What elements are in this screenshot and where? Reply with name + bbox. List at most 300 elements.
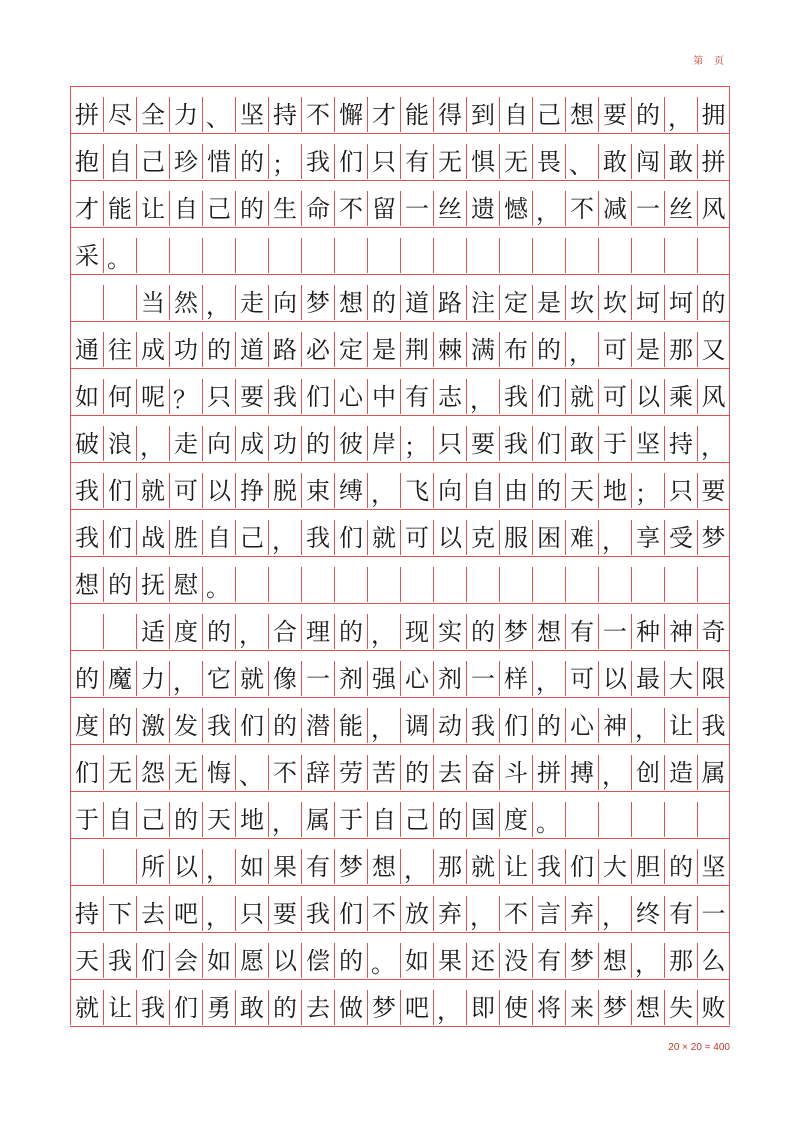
grid-cell: 度: [70, 708, 103, 743]
grid-cell: 有: [400, 144, 433, 179]
grid-cell: 让: [499, 849, 532, 884]
grid-cell: 留: [367, 191, 400, 226]
grid-cell: 道: [400, 285, 433, 320]
grid-cell: 最: [631, 661, 664, 696]
grid-cell: 自: [499, 97, 532, 132]
grid-cell: [466, 567, 499, 602]
grid-row: [70, 227, 730, 274]
grid-cell: 苦: [367, 755, 400, 790]
grid-cell: 如: [70, 379, 103, 414]
grid-cell: 做: [334, 990, 367, 1025]
grid-cell: 力: [169, 97, 202, 132]
grid-cell: 。: [532, 802, 565, 837]
grid-cell: 要: [268, 896, 301, 931]
grid-cell: 只: [433, 426, 466, 461]
grid-cell: ，: [631, 943, 664, 978]
grid-cell: 我: [532, 849, 565, 884]
grid-cell: 度: [169, 614, 202, 649]
grid-cell: 岸: [367, 426, 400, 461]
grid-cell: 梦: [565, 943, 598, 978]
grid-cell: 的: [466, 614, 499, 649]
grid-cell: ，: [367, 708, 400, 743]
grid-row: [70, 556, 730, 603]
grid-cell: 们: [532, 426, 565, 461]
grid-cell: 自: [202, 520, 235, 555]
grid-cell: 想: [631, 990, 664, 1025]
grid-cell: ；: [268, 144, 301, 179]
grid-cell: 以: [598, 661, 631, 696]
grid-cell: 奋: [466, 755, 499, 790]
grid-cell: 属: [301, 802, 334, 837]
grid-cell: 我: [136, 990, 169, 1025]
grid-cell: 的: [103, 708, 136, 743]
grid-cell: 呢: [136, 379, 169, 414]
grid-cell: 创: [631, 755, 664, 790]
grid-cell: 于: [334, 802, 367, 837]
grid-cell: [367, 567, 400, 602]
grid-cell: 想: [598, 943, 631, 978]
grid-cell: 动: [433, 708, 466, 743]
grid-cell: 还: [466, 943, 499, 978]
grid-cell: [268, 238, 301, 273]
grid-cell: 坚: [631, 426, 664, 461]
grid-cell: 布: [499, 332, 532, 367]
grid-cell: 己: [136, 802, 169, 837]
grid-cell: 战: [136, 520, 169, 555]
grid-cell: 敢: [598, 144, 631, 179]
grid-cell: 通: [70, 332, 103, 367]
grid-cell: [664, 238, 697, 273]
grid-cell: [235, 238, 268, 273]
grid-cell: [631, 802, 664, 837]
grid-cell: 剂: [334, 661, 367, 696]
grid-cell: ，: [466, 896, 499, 931]
grid-cell: 、: [235, 755, 268, 790]
grid-cell: 不: [268, 755, 301, 790]
grid-cell: [598, 238, 631, 273]
grid-cell: 功: [268, 426, 301, 461]
grid-cell: 拼: [532, 755, 565, 790]
grid-cell: 我: [70, 520, 103, 555]
grid-cell: 持: [664, 426, 697, 461]
grid-cell: 惧: [466, 144, 499, 179]
grid-cell: [400, 567, 433, 602]
grid-cell: 的: [664, 849, 697, 884]
grid-cell: 困: [532, 520, 565, 555]
grid-cell: 坎: [565, 285, 598, 320]
grid-cell: 们: [301, 379, 334, 414]
grid-cell: 满: [466, 332, 499, 367]
grid-cell: 一: [466, 661, 499, 696]
grid-cell: ，: [235, 614, 268, 649]
grid-cell: 终: [631, 896, 664, 931]
grid-cell: 大: [598, 849, 631, 884]
grid-cell: 的: [334, 614, 367, 649]
grid-cell: 天: [202, 802, 235, 837]
grid-cell: 梦: [367, 990, 400, 1025]
grid-cell: 所: [136, 849, 169, 884]
grid-cell: 服: [499, 520, 532, 555]
grid-cell: 度: [499, 802, 532, 837]
grid-cell: 向: [268, 285, 301, 320]
grid-cell: 我: [499, 379, 532, 414]
grid-cell: 那: [433, 849, 466, 884]
grid-cell: 无: [433, 144, 466, 179]
grid-cell: [103, 849, 136, 884]
grid-cell: 是: [631, 332, 664, 367]
grid-row: [70, 744, 730, 791]
grid-bottom-line: [70, 1026, 730, 1027]
grid-cell: 理: [301, 614, 334, 649]
grid-cell: 抱: [70, 144, 103, 179]
grid-cell: 才: [367, 97, 400, 132]
grid-cell: 可: [598, 379, 631, 414]
grid-cell: 己: [136, 144, 169, 179]
grid-cell: 的: [268, 990, 301, 1025]
grid-cell: 即: [466, 990, 499, 1025]
grid-cell: 没: [499, 943, 532, 978]
grid-cell: 可: [169, 473, 202, 508]
grid-row: [70, 932, 730, 979]
grid-cell: 的: [400, 755, 433, 790]
grid-cell: 当: [136, 285, 169, 320]
grid-cell: 己: [202, 191, 235, 226]
grid-cell: 的: [103, 567, 136, 602]
grid-cell: 挣: [235, 473, 268, 508]
grid-cell: 闯: [631, 144, 664, 179]
grid-cell: 们: [70, 755, 103, 790]
grid-cell: ，: [466, 379, 499, 414]
grid-row: [70, 86, 730, 133]
grid-cell: 。: [202, 567, 235, 602]
grid-cell: 限: [697, 661, 730, 696]
grid-cell: 成: [235, 426, 268, 461]
grid-cell: 乘: [664, 379, 697, 414]
grid-cell: 败: [697, 990, 730, 1025]
grid-cell: 飞: [400, 473, 433, 508]
grid-cell: [565, 802, 598, 837]
grid-cell: 有: [565, 614, 598, 649]
grid-cell: 风: [697, 191, 730, 226]
grid-cell: 神: [598, 708, 631, 743]
grid-cell: ，: [367, 473, 400, 508]
grid-cell: 志: [433, 379, 466, 414]
grid-row: [70, 697, 730, 744]
grid-cell: 发: [169, 708, 202, 743]
grid-cell: 我: [268, 379, 301, 414]
grid-cell: 抚: [136, 567, 169, 602]
grid-cell: 不: [367, 896, 400, 931]
grid-cell: 们: [334, 896, 367, 931]
grid-cell: 懈: [334, 97, 367, 132]
grid-cell: 们: [565, 849, 598, 884]
grid-cell: 坚: [235, 97, 268, 132]
grid-cell: 天: [70, 943, 103, 978]
grid-cell: 们: [532, 379, 565, 414]
grid-cell: [202, 238, 235, 273]
grid-cell: 有: [301, 849, 334, 884]
grid-cell: 属: [697, 755, 730, 790]
grid-cell: 坚: [697, 849, 730, 884]
grid-cell: ，: [136, 426, 169, 461]
grid-cell: [334, 238, 367, 273]
grid-cell: 自: [103, 802, 136, 837]
grid-cell: 向: [202, 426, 235, 461]
grid-cell: 就: [565, 379, 598, 414]
grid-cell: 荆: [400, 332, 433, 367]
grid-cell: 力: [136, 661, 169, 696]
grid-cell: 一: [631, 191, 664, 226]
grid-cell: 是: [367, 332, 400, 367]
grid-cell: [235, 567, 268, 602]
grid-cell: 梦: [697, 520, 730, 555]
grid-cell: 来: [565, 990, 598, 1025]
grid-cell: 们: [103, 473, 136, 508]
grid-cell: 么: [697, 943, 730, 978]
grid-row: [70, 509, 730, 556]
grid-cell: ，: [169, 661, 202, 696]
grid-cell: [301, 238, 334, 273]
grid-cell: 珍: [169, 144, 202, 179]
grid-cell: 我: [697, 708, 730, 743]
grid-cell: 的: [301, 426, 334, 461]
grid-cell: 天: [565, 473, 598, 508]
grid-row: [70, 321, 730, 368]
grid-cell: 受: [664, 520, 697, 555]
grid-cell: 路: [268, 332, 301, 367]
grid-cell: 实: [433, 614, 466, 649]
grid-cell: [664, 567, 697, 602]
grid-cell: ，: [532, 661, 565, 696]
grid-cell: 。: [103, 238, 136, 273]
grid-cell: [433, 567, 466, 602]
grid-cell: 搏: [565, 755, 598, 790]
grid-cell: 生: [268, 191, 301, 226]
grid-cell: 它: [202, 661, 235, 696]
grid-cell: 如: [235, 849, 268, 884]
grid-cell: 、: [565, 144, 598, 179]
grid-cell: 梦: [334, 849, 367, 884]
grid-cell: 己: [400, 802, 433, 837]
grid-cell: [697, 238, 730, 273]
grid-cell: 大: [664, 661, 697, 696]
grid-cell: [565, 238, 598, 273]
grid-cell: 一: [301, 661, 334, 696]
grid-cell: 路: [433, 285, 466, 320]
grid-cell: 以: [631, 379, 664, 414]
grid-cell: 一: [400, 191, 433, 226]
grid-row: [70, 415, 730, 462]
grid-row: [70, 791, 730, 838]
grid-cell: 想: [532, 614, 565, 649]
grid-cell: 无: [103, 755, 136, 790]
grid-cell: [169, 238, 202, 273]
grid-cell: 要: [235, 379, 268, 414]
grid-cell: 的: [697, 285, 730, 320]
grid-cell: 胜: [169, 520, 202, 555]
grid-cell: 的: [631, 97, 664, 132]
grid-cell: 梦: [301, 285, 334, 320]
grid-cell: 胆: [631, 849, 664, 884]
grid-cell: 的: [169, 802, 202, 837]
grid-cell: 风: [697, 379, 730, 414]
grid-cell: 现: [400, 614, 433, 649]
grid-cell: 何: [103, 379, 136, 414]
grid-cell: 勇: [202, 990, 235, 1025]
grid-cell: 想: [70, 567, 103, 602]
grid-cell: 只: [367, 144, 400, 179]
grid-cell: 的: [202, 614, 235, 649]
grid-cell: ，: [268, 802, 301, 837]
grid-cell: ，: [565, 332, 598, 367]
grid-count-label: 20 × 20 = 400: [668, 1042, 730, 1053]
grid-cell: 要: [697, 473, 730, 508]
grid-cell: 下: [103, 896, 136, 931]
grid-cell: [103, 614, 136, 649]
grid-cell: 想: [334, 285, 367, 320]
grid-cell: 束: [301, 473, 334, 508]
grid-row: [70, 274, 730, 321]
grid-cell: 去: [136, 896, 169, 931]
grid-cell: 合: [268, 614, 301, 649]
grid-cell: 自: [169, 191, 202, 226]
grid-cell: 斗: [499, 755, 532, 790]
grid-row: [70, 650, 730, 697]
grid-cell: 像: [268, 661, 301, 696]
grid-cell: [631, 238, 664, 273]
grid-cell: 就: [235, 661, 268, 696]
grid-cell: 想: [367, 849, 400, 884]
grid-cell: 无: [499, 144, 532, 179]
grid-cell: 强: [367, 661, 400, 696]
grid-cell: 是: [532, 285, 565, 320]
grid-cell: 克: [466, 520, 499, 555]
grid-cell: 得: [433, 97, 466, 132]
grid-cell: [664, 802, 697, 837]
grid-cell: 只: [235, 896, 268, 931]
grid-cell: 一: [598, 614, 631, 649]
grid-cell: ，: [433, 990, 466, 1025]
grid-cell: 就: [70, 990, 103, 1025]
grid-cell: 慰: [169, 567, 202, 602]
grid-cell: 必: [301, 332, 334, 367]
grid-cell: 命: [301, 191, 334, 226]
grid-cell: 、: [202, 97, 235, 132]
grid-cell: ，: [367, 614, 400, 649]
grid-cell: 适: [136, 614, 169, 649]
grid-cell: 缚: [334, 473, 367, 508]
grid-cell: 的: [235, 191, 268, 226]
grid-cell: 的: [235, 144, 268, 179]
grid-cell: 享: [631, 520, 664, 555]
grid-cell: [103, 285, 136, 320]
grid-cell: 将: [532, 990, 565, 1025]
grid-cell: [433, 238, 466, 273]
grid-cell: ；: [631, 473, 664, 508]
grid-cell: ，: [598, 896, 631, 931]
grid-cell: 才: [70, 191, 103, 226]
grid-cell: 我: [103, 943, 136, 978]
grid-cell: ，: [202, 285, 235, 320]
grid-cell: 魔: [103, 661, 136, 696]
grid-cell: [301, 567, 334, 602]
grid-cell: ，: [268, 520, 301, 555]
grid-cell: 敢: [664, 144, 697, 179]
grid-cell: [400, 238, 433, 273]
grid-cell: 功: [169, 332, 202, 367]
grid-cell: 于: [598, 426, 631, 461]
grid-cell: 走: [169, 426, 202, 461]
grid-cell: 以: [169, 849, 202, 884]
grid-row: [70, 885, 730, 932]
grid-cell: 畏: [532, 144, 565, 179]
grid-cell: 果: [433, 943, 466, 978]
grid-cell: 神: [664, 614, 697, 649]
grid-cell: [532, 238, 565, 273]
grid-cell: 的: [532, 332, 565, 367]
grid-cell: 自: [103, 144, 136, 179]
grid-cell: 如: [400, 943, 433, 978]
grid-cell: 又: [697, 332, 730, 367]
grid-cell: [70, 849, 103, 884]
grid-row: [70, 838, 730, 885]
grid-row: [70, 133, 730, 180]
grid-cell: 只: [664, 473, 697, 508]
grid-cell: 脱: [268, 473, 301, 508]
grid-cell: 有: [532, 943, 565, 978]
grid-cell: 地: [235, 802, 268, 837]
grid-cell: 于: [70, 802, 103, 837]
grid-cell: 坷: [664, 285, 697, 320]
grid-cell: ，: [598, 520, 631, 555]
grid-cell: 棘: [433, 332, 466, 367]
grid-cell: 持: [268, 97, 301, 132]
grid-cell: 吧: [400, 990, 433, 1025]
grid-cell: 我: [301, 144, 334, 179]
grid-cell: 剂: [433, 661, 466, 696]
grid-cell: 梦: [598, 990, 631, 1025]
grid-cell: 的: [268, 708, 301, 743]
grid-cell: 破: [70, 426, 103, 461]
grid-cell: 就: [466, 849, 499, 884]
grid-cell: 的: [532, 473, 565, 508]
grid-cell: 不: [334, 191, 367, 226]
grid-cell: [565, 567, 598, 602]
grid-cell: 们: [103, 520, 136, 555]
grid-cell: 彼: [334, 426, 367, 461]
grid-cell: ，: [598, 755, 631, 790]
grid-cell: 就: [136, 473, 169, 508]
grid-cell: 种: [631, 614, 664, 649]
grid-cell: 注: [466, 285, 499, 320]
grid-cell: 梦: [499, 614, 532, 649]
grid-cell: 国: [466, 802, 499, 837]
grid-cell: 己: [235, 520, 268, 555]
grid-cell: 全: [136, 97, 169, 132]
grid-cell: 造: [664, 755, 697, 790]
grid-cell: 可: [565, 661, 598, 696]
grid-cell: [697, 567, 730, 602]
grid-cell: 样: [499, 661, 532, 696]
grid-cell: 只: [202, 379, 235, 414]
grid-row: [70, 979, 730, 1026]
grid-cell: ，: [697, 426, 730, 461]
grid-cell: ，: [202, 896, 235, 931]
grid-cell: 可: [598, 332, 631, 367]
grid-cell: 使: [499, 990, 532, 1025]
grid-cell: 我: [301, 520, 334, 555]
grid-cell: 的: [433, 802, 466, 837]
